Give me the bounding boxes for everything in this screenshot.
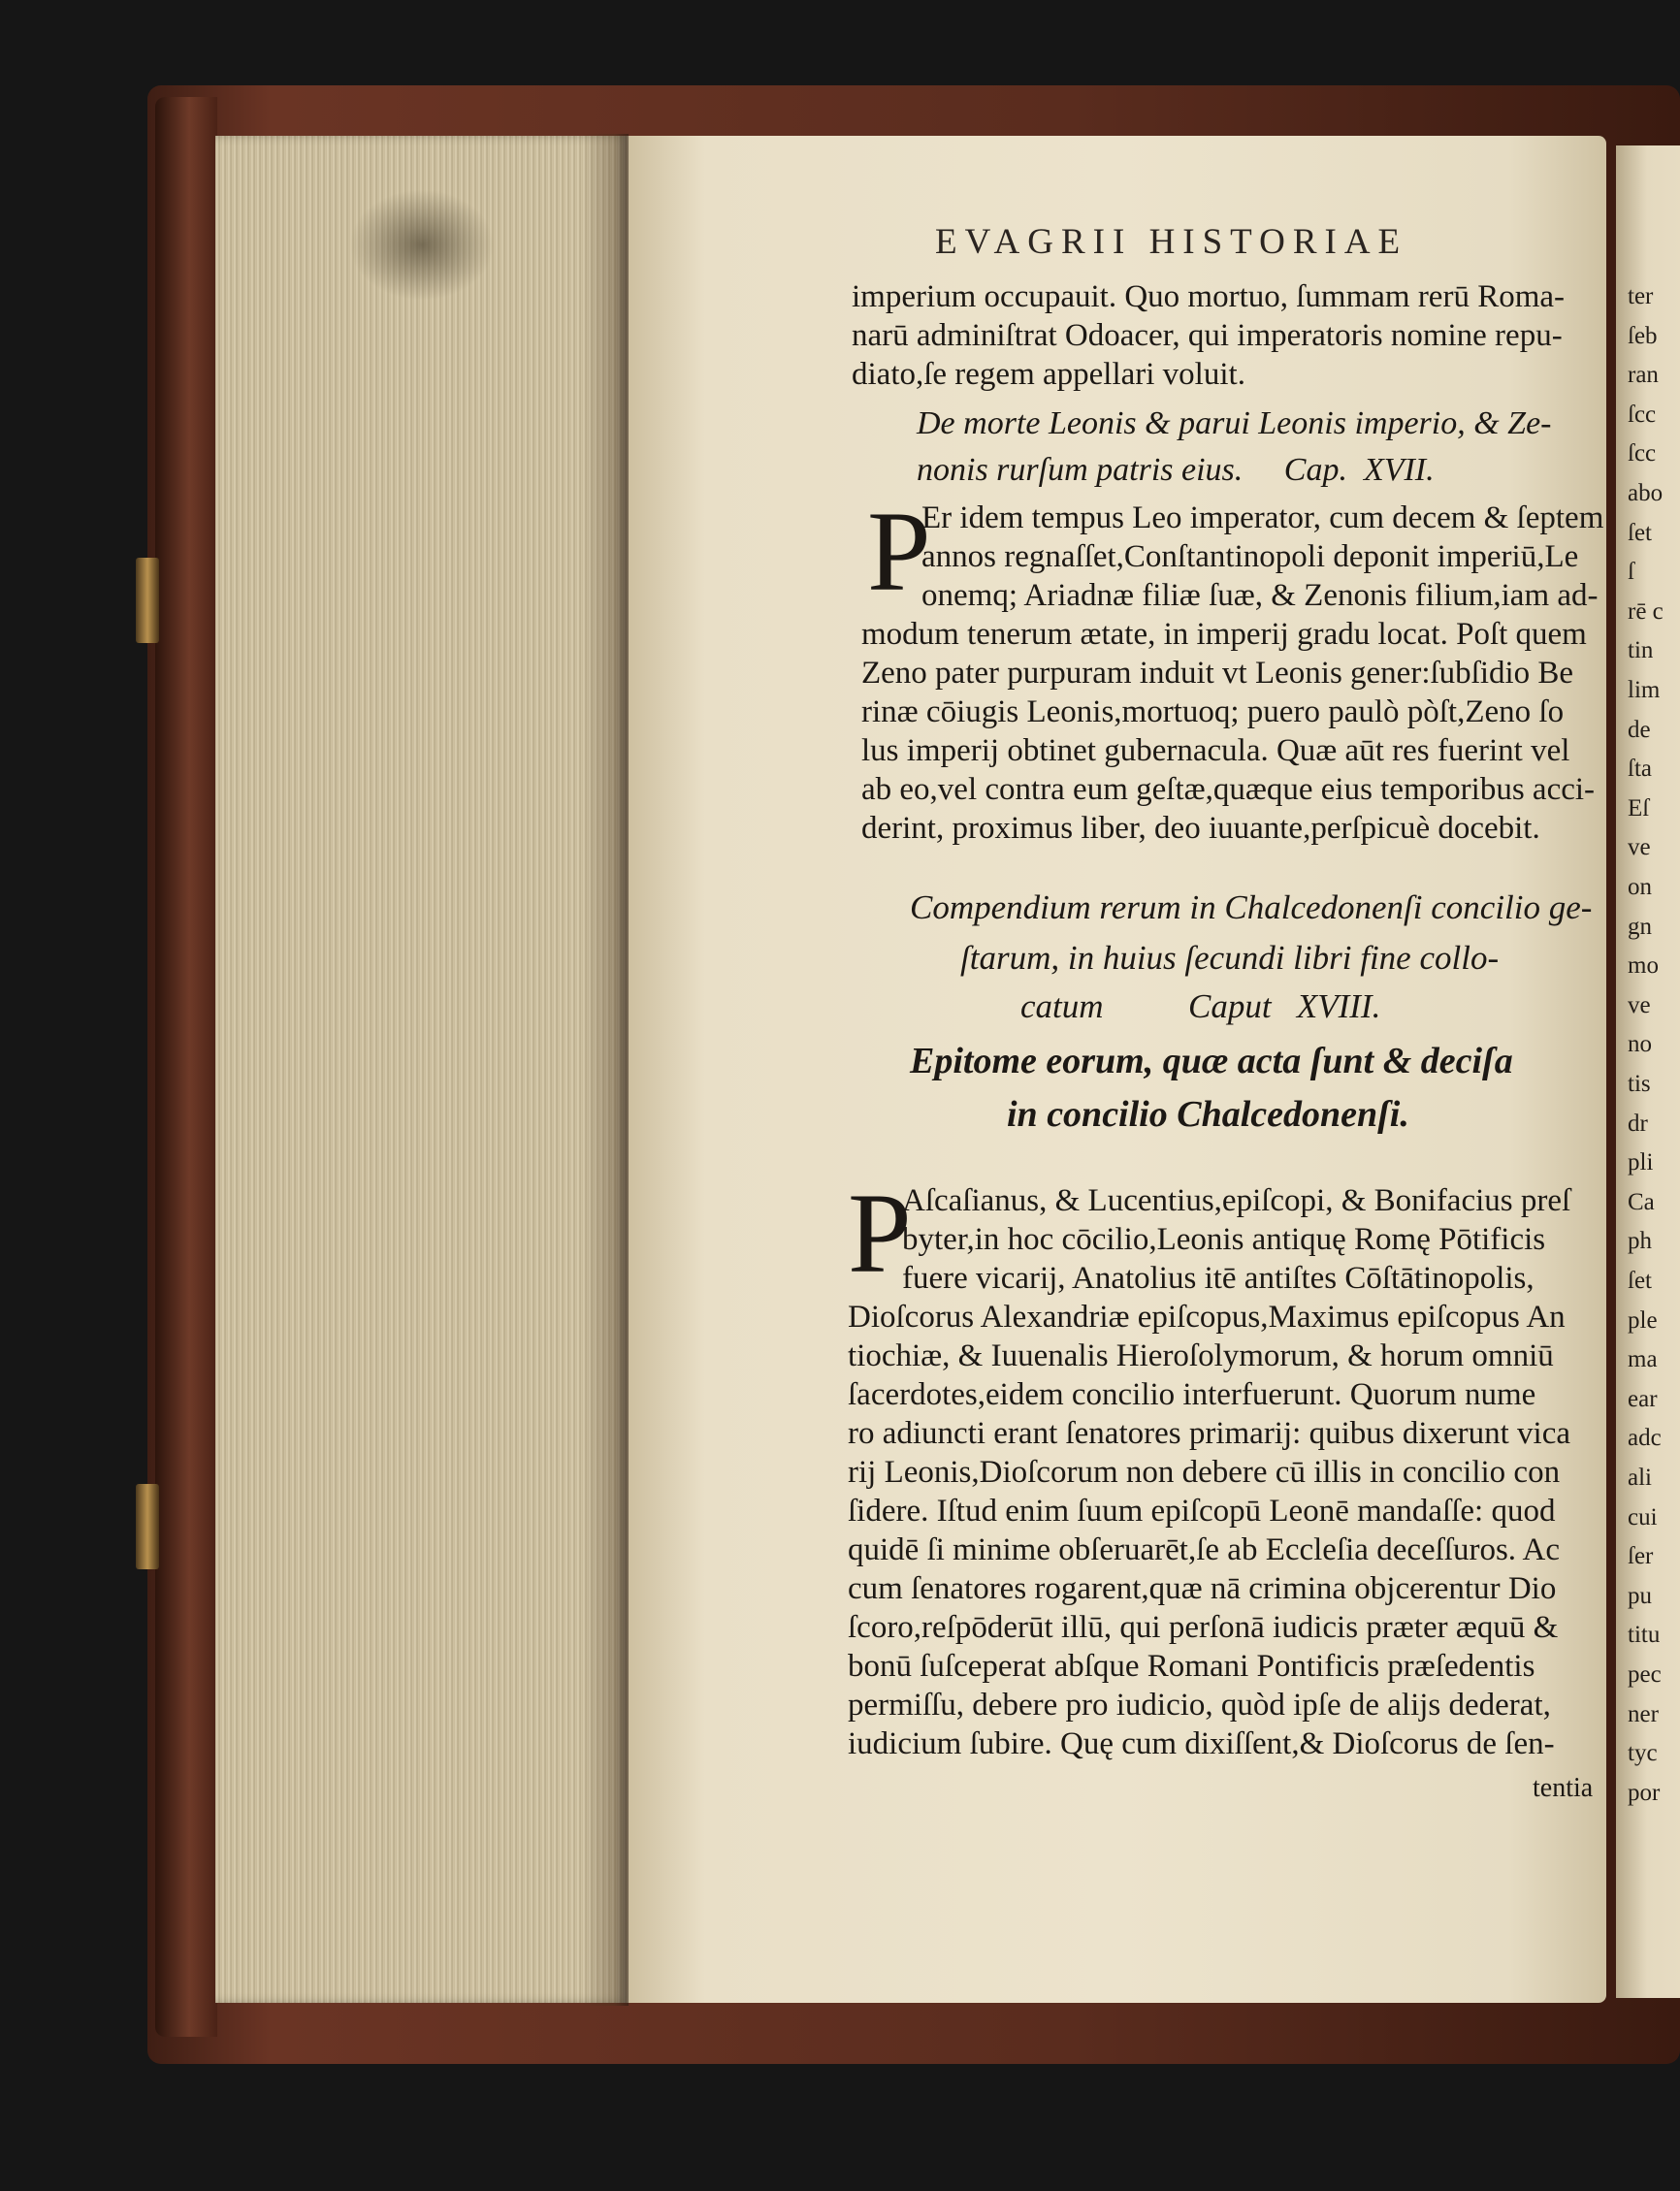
cover-edge — [155, 97, 217, 2037]
chapter-heading: De morte Leonis & parui Leonis imperio, & Ze- — [917, 405, 1552, 441]
right-page-fragment: de — [1628, 716, 1651, 743]
right-page-fragment: tyc — [1628, 1740, 1658, 1767]
text-line: lus imperij obtinet gubernacula. Quæ aūt res fuerint vel — [861, 733, 1570, 768]
right-page-fragment: ear — [1628, 1385, 1658, 1412]
text-line: modum tenerum ætate, in imperij gradu locat. Poſt quem — [861, 617, 1587, 652]
chapter-heading: ſtarum, in huius ſecundi libri fine collo- — [960, 939, 1500, 977]
text-line: ab eo,vel contra eum geſtæ,quæque eius temporibus acci- — [861, 772, 1596, 807]
right-page-fragment: gn — [1628, 913, 1652, 940]
section-heading: Epitome eorum, quæ acta ſunt & deciſa — [910, 1041, 1513, 1081]
text-line: derint, proximus liber, deo iuuante,perſpicuè docebit. — [861, 811, 1540, 846]
chapter-heading: catum Caput XVIII. — [1020, 987, 1381, 1025]
right-page-fragment: Ca — [1628, 1188, 1655, 1215]
right-page-fragment: ſcc — [1628, 440, 1657, 467]
right-page-fragment: pec — [1628, 1661, 1662, 1688]
right-page-fragment: rē c — [1628, 597, 1664, 625]
right-page-fragment: abo — [1628, 480, 1664, 506]
running-head: EVAGRII HISTORIAE — [935, 222, 1408, 262]
text-line: bonū ſuſceperat abſque Romani Pontificis præſedentis — [848, 1649, 1535, 1684]
right-page-fragment: ran — [1628, 362, 1659, 389]
right-page-fragment: tis — [1628, 1071, 1651, 1097]
right-page-fragment: ſta — [1628, 756, 1652, 783]
text-line: ſidere. Iſtud enim ſuum epiſcopū Leonē mandaſſe: quod — [848, 1494, 1556, 1529]
right-page-fragment: on — [1628, 874, 1652, 900]
chapter-heading: Compendium rerum in Chalcedonenſi concilio ge- — [910, 888, 1593, 926]
right-page-fragment: ali — [1628, 1465, 1652, 1491]
text-line: ſacerdotes,eidem concilio interfuerunt. Quorum nume — [848, 1377, 1536, 1412]
text-line: quidē ſi minime obſeruarēt,ſe ab Eccleſia deceſſuros. Ac — [848, 1532, 1560, 1567]
text-line: rinæ cōiugis Leonis,mortuoq; puero paulò pòſt,Zeno ſo — [861, 694, 1565, 729]
catchword: tentia — [1533, 1773, 1594, 1803]
right-page-fragment: tin — [1628, 637, 1654, 664]
text-line: Zeno pater purpuram induit vt Leonis gener:ſubſidio Be — [861, 656, 1574, 691]
right-page-fragment: Eſ — [1628, 794, 1650, 822]
right-page-fragment: ma — [1628, 1346, 1658, 1373]
right-page-fragment: adc — [1628, 1425, 1662, 1452]
right-page-fragment: no — [1628, 1031, 1652, 1058]
text-line: Aſcaſianus, & Lucentius,epiſcopi, & Bonifacius preſ — [902, 1183, 1571, 1218]
clasp-upper — [136, 558, 159, 643]
text-line: tiochiæ, & Iuuenalis Hieroſolymorum, & horum omniū — [848, 1338, 1554, 1373]
right-page-fragment: titu — [1628, 1622, 1661, 1649]
right-page-fragment: lim — [1628, 677, 1661, 703]
right-page-fragment: pu — [1628, 1582, 1652, 1609]
text-line: onemq; Ariadnæ filiæ ſuæ, & Zenonis filium,iam ad- — [921, 578, 1599, 613]
page-block-edges — [215, 136, 628, 2003]
clasp-lower — [136, 1484, 159, 1569]
right-page-fragment: ve — [1628, 834, 1651, 861]
text-line: cum ſenatores rogarent,quæ nā crimina objcerentur Dio — [848, 1571, 1557, 1606]
text-line: permiſſu, debere pro iudicio, quòd ipſe de alijs dederat, — [848, 1688, 1551, 1723]
page-gutter — [582, 134, 629, 2006]
text-line: narū adminiſtrat Odoacer, qui imperatoris nomine repu- — [852, 318, 1563, 353]
right-page-fragment: ph — [1628, 1228, 1652, 1255]
section-heading: in concilio Chalcedonenſi. — [1007, 1094, 1409, 1135]
drop-capital: P — [867, 488, 931, 615]
right-page-fragment: ſeb — [1628, 322, 1658, 349]
right-page-fragment: ſet — [1628, 1268, 1652, 1294]
right-page-fragment: ſer — [1628, 1543, 1654, 1570]
right-page-fragment: ſ — [1628, 559, 1634, 586]
right-page-fragment: ter — [1628, 283, 1654, 309]
right-page-fragment: ſet — [1628, 519, 1652, 546]
right-page-fragment: por — [1628, 1779, 1661, 1806]
text-line: fuere vicarij, Anatolius itē antiſtes Cōſtātinopolis, — [902, 1261, 1535, 1296]
drop-capital: P — [848, 1170, 912, 1297]
right-page-fragment: mo — [1628, 952, 1659, 980]
right-page-fragment: ner — [1628, 1700, 1659, 1727]
right-page-fragment: ſcc — [1628, 401, 1657, 428]
text-line: ro adiuncti erant ſenatores primarij: quibus dixerunt vica — [848, 1416, 1571, 1451]
text-line: rij Leonis,Dioſcorum non debere cū illis in concilio con — [848, 1455, 1561, 1490]
text-line: diato,ſe regem appellari voluit. — [852, 357, 1245, 392]
text-line: ſcoro,reſpōderūt illū, qui perſonā iudicis præter æquū & — [848, 1610, 1559, 1645]
page-edge-stain — [349, 189, 495, 301]
right-page-fragment: dr — [1628, 1110, 1648, 1137]
text-line: Dioſcorus Alexandriæ epiſcopus,Maximus epiſcopus An — [848, 1300, 1566, 1335]
right-page-fragment: cui — [1628, 1503, 1658, 1530]
right-page-fragment: ve — [1628, 991, 1651, 1018]
text-line: iudicium ſubire. Quę cum dixiſſent,& Dioſcorus de ſen- — [848, 1726, 1555, 1761]
text-line: Er idem tempus Leo imperator, cum decem & ſeptem — [921, 500, 1604, 535]
right-page-fragment: pli — [1628, 1149, 1654, 1176]
text-line: byter,in hoc cōcilio,Leonis antiquę Romę Pōtificis — [902, 1222, 1546, 1257]
text-line: imperium occupauit. Quo mortuo, ſummam rerū Roma- — [852, 279, 1566, 314]
chapter-heading: nonis rurſum patris eius. Cap. XVII. — [917, 452, 1435, 488]
text-line: annos regnaſſet,Conſtantinopoli deponit imperiū,Le — [921, 539, 1579, 574]
right-page-fragment: ple — [1628, 1306, 1658, 1334]
